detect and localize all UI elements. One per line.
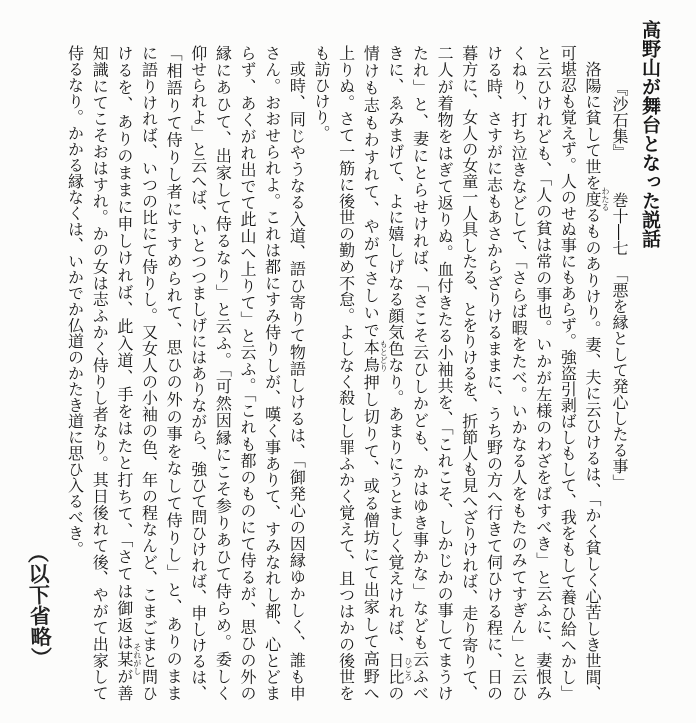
ruby-reading: わたる [601,186,610,211]
text-line: 「相語りて侍りし者にすすめられて、思ひの外の事をなして侍りし」と、ありのまま [164,45,184,701]
text-line: さん。おおせられよ。これは都にすみ侍りしが、嘆く事ありて、すみなれし都、心とどま [262,45,282,701]
text-line: たれ」と、妻にとらせければ、「さこそ云ひしかども、かはゆき事かな」なども云ふべ [410,45,430,701]
text-line: ける時、さすがに志もあさからざりけるままに、うち野の方へ行きて伺ひける程に、日の [484,45,504,701]
ruby-word [361,339,389,374]
source-work-title: 『沙石集』 [610,80,629,160]
text-line: 可堪忍も覚えず。人のせぬ事にもあらず。強盗引剥ばしもして、我をもして養ひ給へかし」 [558,45,578,701]
text-segment: けるを、ありのままに申しければ、此入道、手をはたと打ちて、「さては御返は [114,45,134,651]
ruby-word [583,186,610,211]
ruby-reading: それがし [132,643,142,676]
text-line: 二人が着物をはぎて返りぬ。血付きたる小袖共を、「これこそ、しかじかの事してまうけ [435,45,455,701]
text-segment: が善 [114,667,134,701]
text-segment: 洛陽に貧して世を [583,61,602,191]
text-line: 或時、同じやうなる入道、語ひ寄りて物語しけるは、「御発心の因縁ゆかしく、誰も申 [287,61,307,701]
text-line: 暮方に、女人の女童一人具したる、とをりけるを、折節人も見へざりければ、走り寄りて、 [459,45,479,701]
text-line [382,45,413,701]
ruby-base: 某 [114,650,134,668]
handwritten-note: （以下省略） [24,541,54,669]
text-segment: るものありけり。妻、夫に云ひけるは、「かく貧しく心苦しき世間、 [583,206,602,701]
text-line: と云ひけれども、「人の貧は常の事也。いかが左様のわざをばすべき」と云ふに、妻恨み [533,45,553,701]
body-text [61,45,610,701]
ruby-base: 度 [583,190,602,207]
text-segment: 情けも志もわすれて、やがてさしいで [361,45,381,340]
source-volume: 巻十―七 [610,192,629,256]
text-line: らず、あくがれ出でて此山へ上りて」と云ふ。「これも都のものにて侍るが、思ひの外の [238,45,258,701]
ruby-reading: ひごろ [403,656,413,681]
ruby-word [114,643,142,676]
text-segment: 押し切りて、或る僧坊にて出家して高野へ [361,373,381,701]
page-heading: 高野山が舞台となった説話 [639,20,661,248]
text-line [111,45,142,701]
text-line: 縁にあひて、出家して侍るなり」と云ふ。「可然因縁にこそ参りあひて侍らめ。委しく [213,45,233,701]
text-segment: の [385,685,405,701]
ruby-reading: もとどり [379,340,389,373]
text-line: に語りければ、いつの比にて侍りし。又女人の小袖の色、年の程なんど、こまごまと問ひ [139,45,159,701]
text-line: 上りぬ。さて一筋に後世の勤め不怠。よしなく殺しし罪ふかく覚えて、且つはかの後世を [336,45,356,701]
text-segment: きに、ゑみまげて、よに嬉しげなる顔気色なり。あまりにうとましく覚えければ、 [385,45,405,653]
ruby-base: 本鳥 [361,339,381,374]
text-line: も訪ひけり。 [311,45,331,141]
text-line: 知識にてこそおはすれ。かの女は志ふかく侍りし者なり。其日後れて後、やがて出家して [90,45,110,701]
text-line: くねり、打ち泣きなどして、「さらば暇をたべ。いかなる人をもたのみてすぎん」と云ひ [509,45,529,701]
ruby-base: 日比 [385,652,405,686]
source-citation [607,80,632,520]
text-line: 仰せられよ」と云へば、いとつつましげにはありながら、強ひて問ひければ、申しけるは、 [188,45,208,701]
source-chapter-title: 「悪を縁として発心したる事」 [610,265,629,490]
text-line: 侍るなり。かかる縁なくは、いかでか仏道のかたき道に思ひ入るべき。 [65,45,85,557]
text-line [358,45,389,701]
text-line [579,45,610,701]
ruby-word [385,652,413,686]
